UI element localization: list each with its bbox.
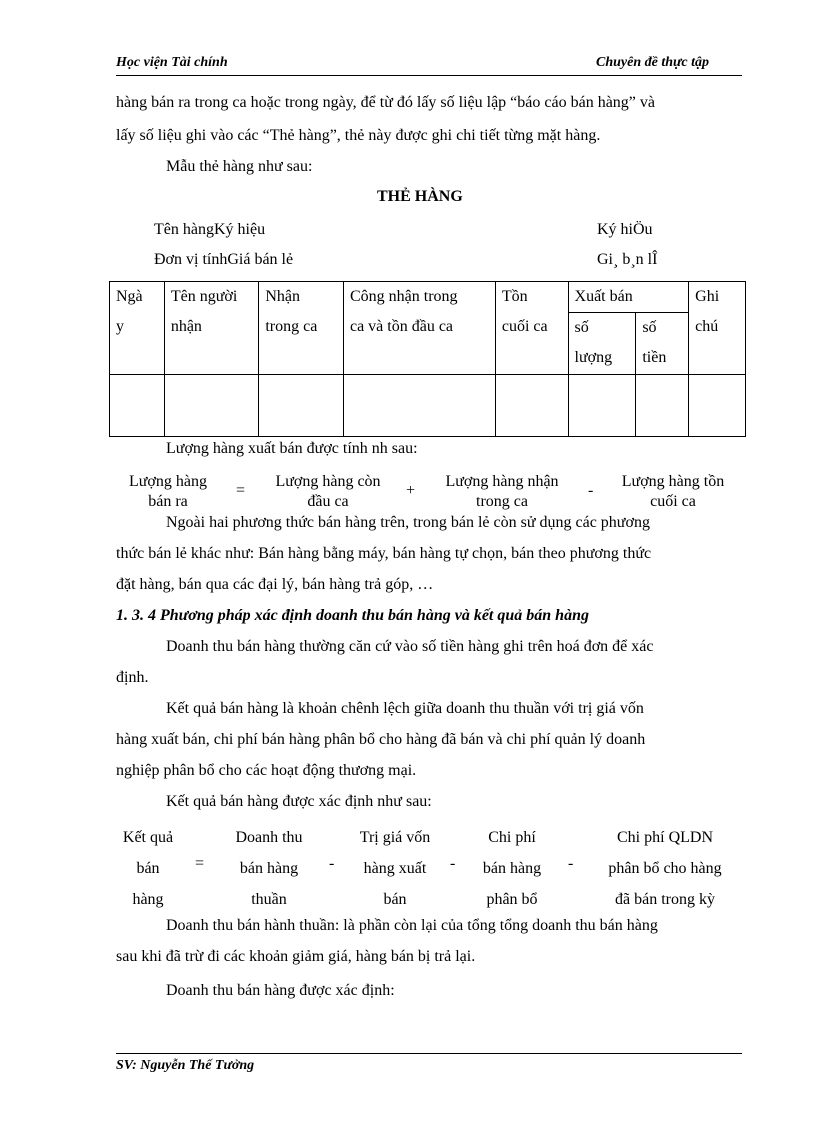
intro-line-2: lấy số liệu ghi vào các “Thẻ hàng”, thẻ này được ghi chi tiết từng mặt hàng. bbox=[116, 127, 601, 144]
card-retail-price: Gi¸ b¸n lÎ bbox=[597, 251, 658, 268]
col-note: Ghi chú bbox=[689, 282, 746, 375]
intro-line-1: hàng bán ra trong ca hoặc trong ngày, để từ đó lấy số liệu lập “báo cáo bán hàng” và bbox=[116, 94, 655, 111]
col-date: Ngà y bbox=[110, 282, 165, 375]
closing-line-3: Doanh thu bán hàng được xác định: bbox=[166, 982, 395, 999]
section-p2-line-1: Kết quả bán hàng là khoản chênh lệch giữa doanh thu thuần với trị giá vốn bbox=[166, 700, 644, 717]
formula2-net-revenue: Doanh thu bán hàng thuần bbox=[235, 829, 303, 908]
formula2-minus-3: - bbox=[568, 855, 574, 872]
header-rule bbox=[116, 75, 742, 76]
formula2-equals: = bbox=[195, 855, 205, 872]
formula1-equals: = bbox=[236, 482, 246, 499]
table-row bbox=[110, 375, 746, 437]
formula1-term-sold: Lượng hàng bán ra bbox=[128, 473, 207, 510]
section-heading: 1. 3. 4 Phương pháp xác định doanh thu bán hàng và kết quả bán hàng bbox=[116, 607, 589, 624]
col-total: Công nhận trong ca và tồn đầu ca bbox=[343, 282, 495, 375]
formula1-term-closing: Lượng hàng tồn cuối ca bbox=[621, 473, 725, 510]
formula2-minus-1: - bbox=[329, 855, 335, 872]
header-document-type: Chuyên đề thực tập bbox=[596, 55, 710, 70]
formula1-term-received: Lượng hàng nhận trong ca bbox=[445, 473, 559, 510]
table-header-row bbox=[110, 282, 746, 313]
formula1-plus: + bbox=[406, 482, 416, 499]
para2-line-2: thức bán lẻ khác như: Bán hàng bằng máy, bán hàng tự chọn, bán theo phương thức bbox=[116, 545, 652, 562]
col-received: Nhận trong ca bbox=[259, 282, 344, 375]
card-item-code: Ký hiÖu bbox=[597, 221, 653, 238]
footer-rule bbox=[116, 1053, 742, 1054]
card-unit: Đơn vị tínhGiá bán lẻ bbox=[154, 251, 294, 268]
col-sold-amount: số tiền bbox=[636, 313, 689, 375]
col-sold-quantity: số lượng bbox=[568, 313, 636, 375]
stock-card-table bbox=[109, 281, 746, 437]
card-title: THẺ HÀNG bbox=[377, 188, 463, 205]
para2-line-1: Ngoài hai phương thức bán hàng trên, trong bán lẻ còn sử dụng các phương bbox=[166, 514, 650, 531]
closing-line-1: Doanh thu bán hành thuần: là phần còn lại của tổng tổng doanh thu bán hàng bbox=[166, 917, 658, 934]
para2-line-3: đặt hàng, bán qua các đại lý, bán hàng trả góp, … bbox=[116, 576, 434, 593]
intro-line-3: Mẫu thẻ hàng như sau: bbox=[166, 158, 313, 175]
formula1-minus: - bbox=[588, 482, 594, 499]
formula2-minus-2: - bbox=[450, 855, 456, 872]
formula1-term-opening: Lượng hàng còn đầu ca bbox=[275, 473, 381, 510]
section-p1-line-2: định. bbox=[116, 669, 149, 686]
section-p2-line-3: nghiệp phân bổ cho các hoạt động thương mại. bbox=[116, 762, 417, 779]
closing-line-2: sau khi đã trừ đi các khoản giảm giá, hàng bán bị trả lại. bbox=[116, 948, 476, 965]
formula2-admin-expense: Chi phí QLDN phân bổ cho hàng đã bán trong kỳ bbox=[608, 829, 722, 908]
col-sold: Xuất bán bbox=[568, 282, 689, 313]
col-closing-stock: Tồn cuối ca bbox=[495, 282, 568, 375]
section-p1-line-1: Doanh thu bán hàng thường căn cứ vào số tiền hàng ghi trên hoá đơn để xác bbox=[166, 638, 654, 655]
card-item-name: Tên hàngKý hiệu bbox=[154, 221, 266, 238]
formula2-selling-expense: Chi phí bán hàng phân bổ bbox=[482, 829, 542, 908]
col-receiver: Tên người nhận bbox=[164, 282, 259, 375]
formula2-cost-of-goods: Trị giá vốn hàng xuất bán bbox=[359, 829, 431, 908]
section-p3: Kết quả bán hàng được xác định như sau: bbox=[166, 793, 432, 810]
footer-student-name: SV: Nguyễn Thế Tưởng bbox=[116, 1058, 255, 1073]
formula2-result: Kết quả bán hàng bbox=[122, 829, 174, 908]
header-institution: Học viện Tài chính bbox=[116, 55, 228, 70]
section-p2-line-2: hàng xuất bán, chi phí bán hàng phân bổ cho hàng đã bán và chi phí quản lý doanh bbox=[116, 731, 646, 748]
formula1-intro: Lượng hàng xuất bán được tính nh sau: bbox=[166, 440, 418, 457]
